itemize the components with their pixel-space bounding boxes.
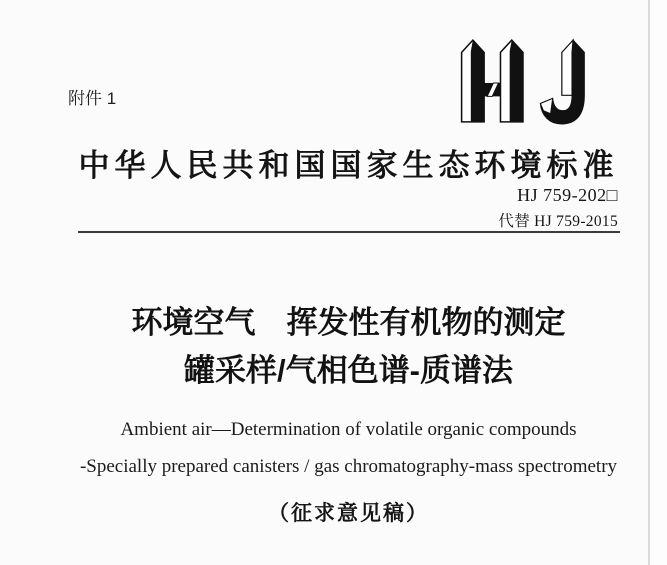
document-title-cn-line1: 环境空气 挥发性有机物的测定 [131, 305, 566, 340]
scan-edge-strip [651, 0, 667, 565]
draft-note: （征求意见稿） [268, 502, 429, 525]
standard-number: HJ 759-202□ [517, 185, 618, 205]
header-rule [78, 231, 620, 233]
replaces-note: 代替 HJ 759-2015 [498, 213, 618, 230]
attachment-label: 附件 1 [68, 89, 117, 108]
document-title-en-line2: -Specially prepared canisters / gas chromatography-mass spectrometry [79, 456, 618, 477]
scan-edge-line [648, 0, 650, 565]
document-title-cn [30, 299, 667, 395]
document-title-cn-line2: 罐采样/气相色谱-质谱法 [184, 353, 513, 388]
header-title: 中华人民共和国国家生态环境标准 [78, 148, 619, 183]
hj-logo [455, 36, 593, 126]
document-title-en-line1: Ambient air—Determination of volatile organic compounds [120, 419, 577, 440]
standard-number-block [498, 185, 618, 231]
